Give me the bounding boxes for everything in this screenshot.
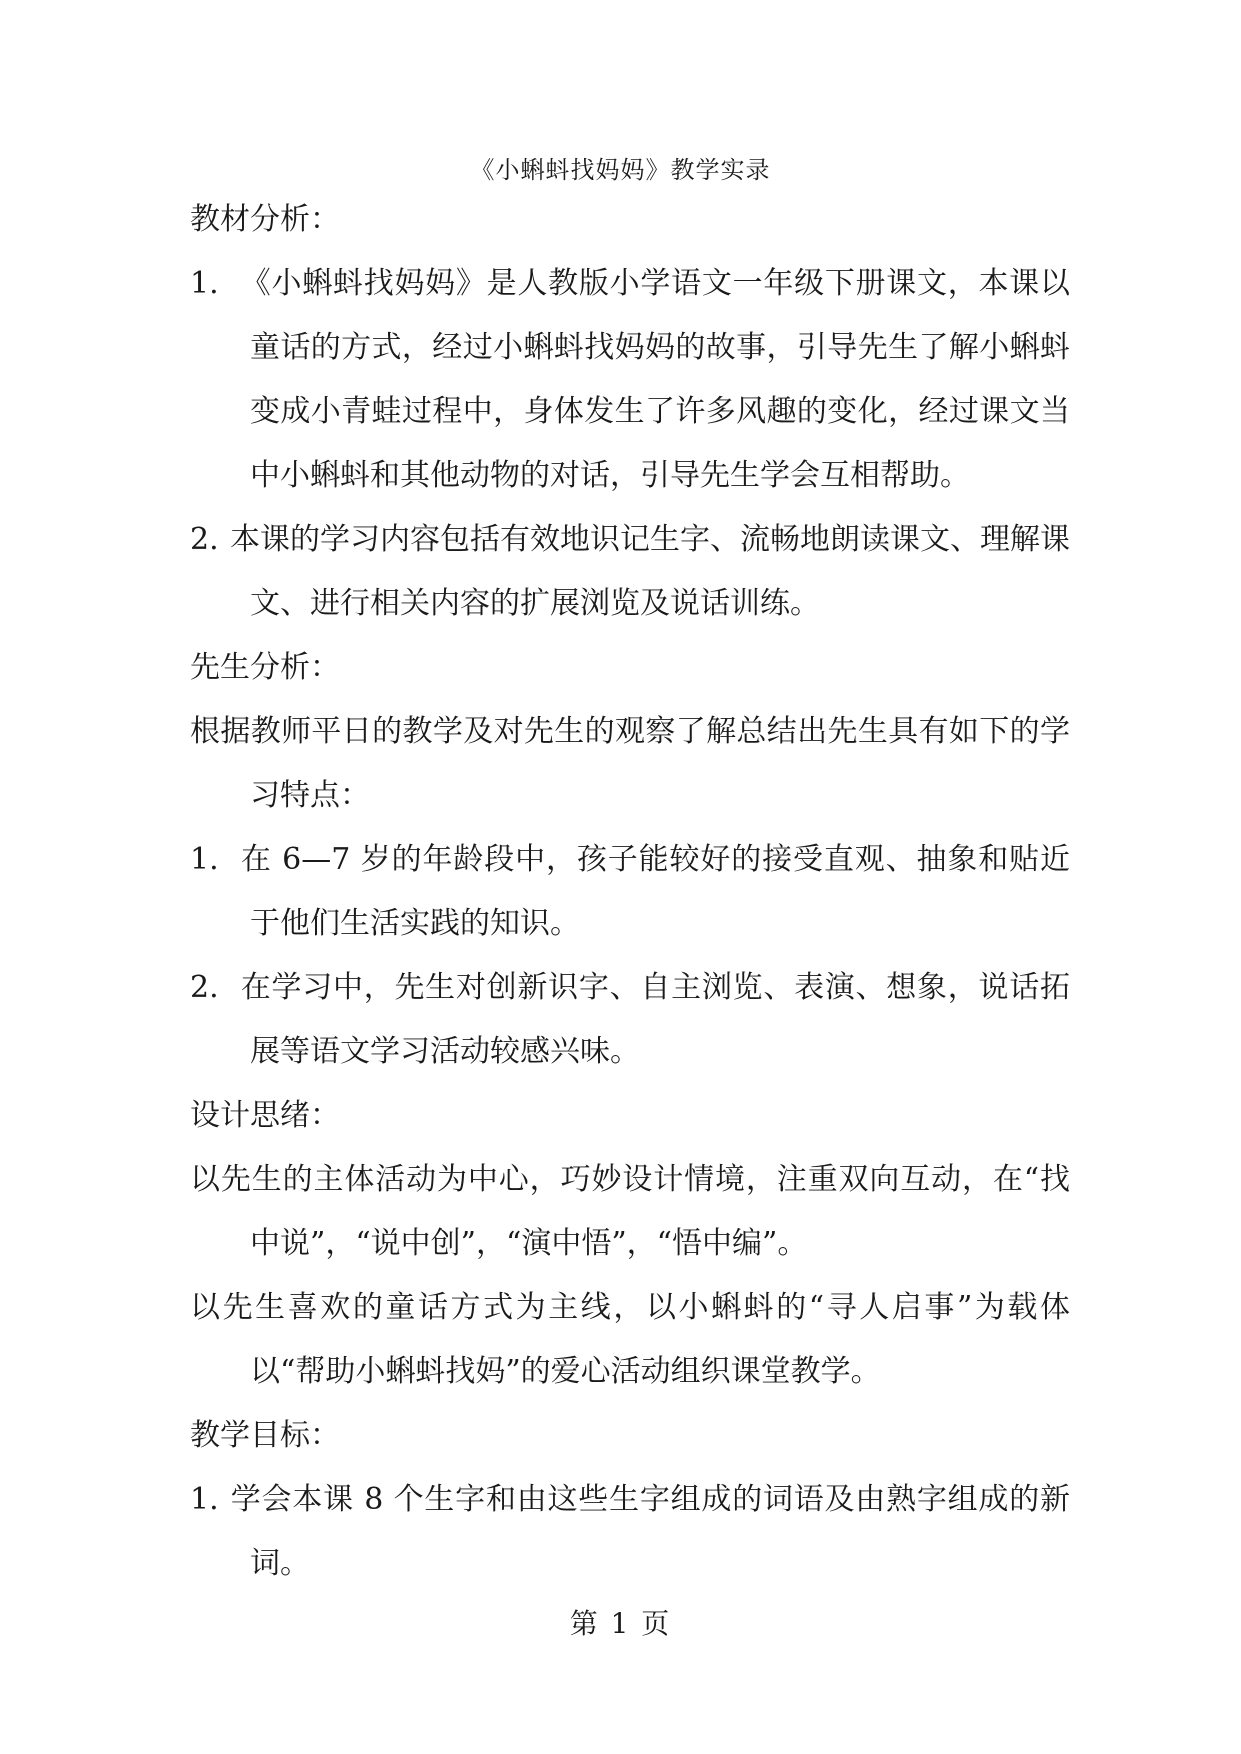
list-item-text: 在 6—7 岁的年龄段中，孩子能较好的接受直观、抽象和贴近于他们生活实践的知识。 bbox=[240, 842, 1070, 941]
list-item bbox=[190, 252, 1070, 508]
document-title: 《小蝌蚪找妈妈》教学实录 bbox=[470, 156, 771, 184]
list-item bbox=[190, 508, 1070, 636]
list-item-number: 1. bbox=[190, 266, 219, 301]
paragraph: 以先生喜欢的童话方式为主线，以小蝌蚪的“寻人启事”为载体以“帮助小蝌蚪找妈”的爱心活动组织课堂教学。 bbox=[190, 1290, 1070, 1389]
list-item-text: 《小蝌蚪找妈妈》是人教版小学语文一年级下册课文，本课以童话的方式，经过小蝌蚪找妈妈的故事，引导先生了解小蝌蚪变成小青蛙过程中，身体发生了许多风趣的变化，经过课文当中小蝌蚪和其他动物的对话，引导先生学会互相帮助。 bbox=[240, 266, 1070, 493]
section-heading-teaching-goals: 教学目标： bbox=[190, 1418, 340, 1453]
list-item-number: 2. bbox=[190, 970, 219, 1005]
list-item-text: 在学习中，先生对创新识字、自主浏览、表演、想象，说话拓展等语文学习活动较感兴味。 bbox=[240, 970, 1070, 1069]
section-heading-student-analysis: 先生分析： bbox=[190, 650, 340, 685]
document-body bbox=[190, 188, 1070, 1596]
section-heading-material-analysis: 教材分析： bbox=[190, 202, 340, 237]
list-item bbox=[190, 1468, 1070, 1596]
list-item-text: 本课的学习内容包括有效地识记生字、流畅地朗读课文、理解课文、进行相关内容的扩展浏览及说话训练。 bbox=[230, 522, 1070, 621]
section-heading-design-ideas: 设计思绪： bbox=[190, 1098, 340, 1133]
list-item-text: 学会本课 8 个生字和由这些生字组成的词语及由熟字组成的新词。 bbox=[230, 1482, 1070, 1581]
list-item bbox=[190, 828, 1070, 956]
list-item bbox=[190, 956, 1070, 1084]
paragraph: 以先生的主体活动为中心，巧妙设计情境，注重双向互动，在“找中说”，“说中创”，“演中悟”，“悟中编”。 bbox=[190, 1162, 1070, 1261]
list-item-number: 2. bbox=[190, 522, 219, 557]
list-item-number: 1. bbox=[190, 842, 219, 877]
list-item-number: 1. bbox=[190, 1482, 219, 1517]
paragraph-intro: 根据教师平日的教学及对先生的观察了解总结出先生具有如下的学习特点： bbox=[190, 714, 1070, 813]
page-footer: 第 1 页 bbox=[569, 1607, 672, 1640]
